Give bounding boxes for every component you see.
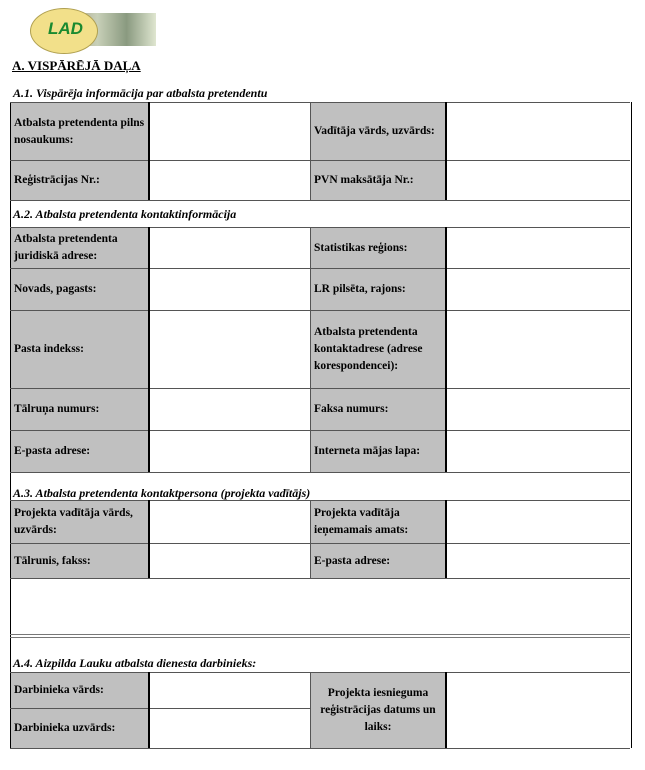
field-label: Projekta iesnieguma reģistrācijas datums un laiks:: [311, 673, 445, 748]
input-field[interactable]: [150, 269, 310, 310]
field-label: E-pasta adrese:: [311, 544, 445, 578]
input-field[interactable]: [447, 544, 630, 578]
input-field[interactable]: [150, 389, 310, 430]
field-label: Atbalsta pretendenta pilns nosaukums:: [11, 103, 148, 160]
lad-logo: LAD: [30, 8, 156, 52]
section-heading-a1: A.1. Vispārēja informācija par atbalsta pretendentu: [13, 86, 268, 100]
field-label: Projekta vadītāja ieņemamais amats:: [311, 501, 445, 543]
input-field[interactable]: [150, 103, 310, 160]
field-label: Darbinieka vārds:: [11, 673, 148, 708]
input-field[interactable]: [150, 544, 310, 578]
input-field[interactable]: [150, 501, 310, 543]
field-label: Darbinieka uzvārds:: [11, 709, 148, 748]
field-label: Tālrunis, fakss:: [11, 544, 148, 578]
input-field[interactable]: [447, 311, 630, 388]
input-field[interactable]: [447, 431, 630, 472]
field-label: LR pilsēta, rajons:: [311, 269, 445, 310]
field-label: Interneta mājas lapa:: [311, 431, 445, 472]
field-label: Novads, pagasts:: [11, 269, 148, 310]
field-label: Pasta indekss:: [11, 311, 148, 388]
input-field[interactable]: [447, 501, 630, 543]
field-label: PVN maksātāja Nr.:: [311, 161, 445, 200]
input-field[interactable]: [447, 673, 630, 748]
input-field[interactable]: [150, 228, 310, 268]
input-field[interactable]: [150, 709, 310, 748]
page-title: A. VISPĀRĒJĀ DAĻA: [12, 58, 141, 73]
input-field[interactable]: [150, 431, 310, 472]
field-label: E-pasta adrese:: [11, 431, 148, 472]
input-field[interactable]: [447, 269, 630, 310]
field-label: Atbalsta pretendenta kontaktadrese (adrese korespondencei):: [311, 311, 445, 388]
input-field[interactable]: [150, 161, 310, 200]
section-heading-a4: A.4. Aizpilda Lauku atbalsta dienesta darbinieks:: [13, 656, 257, 670]
section-heading-a3: A.3. Atbalsta pretendenta kontaktpersona (projekta vadītājs): [13, 486, 311, 500]
field-label: Atbalsta pretendenta juridiskā adrese:: [11, 228, 148, 268]
input-field[interactable]: [447, 389, 630, 430]
section-heading-a2: A.2. Atbalsta pretendenta kontaktinformācija: [13, 207, 237, 221]
input-field[interactable]: [447, 228, 630, 268]
field-label: Faksa numurs:: [311, 389, 445, 430]
input-field[interactable]: [150, 673, 310, 708]
input-field[interactable]: [150, 311, 310, 388]
field-label: Vadītāja vārds, uzvārds:: [311, 103, 445, 160]
field-label: Statistikas reģions:: [311, 228, 445, 268]
field-label: Projekta vadītāja vārds, uzvārds:: [11, 501, 148, 543]
input-field[interactable]: [447, 161, 630, 200]
field-label: Tālruņa numurs:: [11, 389, 148, 430]
input-field[interactable]: [447, 103, 630, 160]
field-label: Reģistrācijas Nr.:: [11, 161, 148, 200]
